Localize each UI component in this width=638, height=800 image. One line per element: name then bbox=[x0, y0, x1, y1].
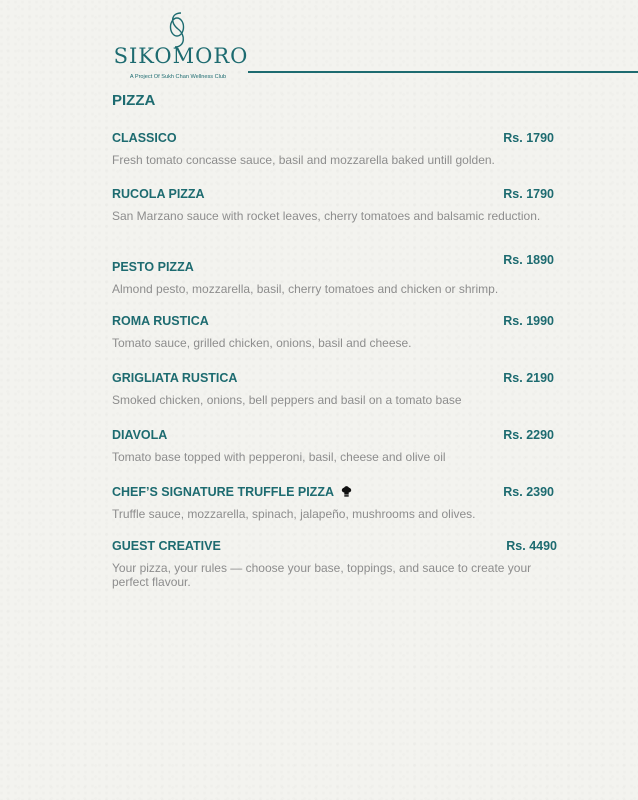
item-description: San Marzano sauce with rocket leaves, cherry tomatoes and balsamic reduction. bbox=[112, 209, 541, 223]
brand-tagline: A Project Of Sukh Chan Wellness Club bbox=[129, 74, 227, 80]
header-divider bbox=[248, 71, 638, 73]
section-title: PIZZA bbox=[112, 92, 156, 109]
item-name: DIAVOLA bbox=[112, 428, 168, 442]
item-description: Fresh tomato concasse sauce, basil and mozzarella baked untill golden. bbox=[112, 153, 495, 167]
item-name: ROMA RUSTICA bbox=[112, 314, 209, 328]
item-price: Rs. 2390 bbox=[503, 485, 554, 499]
item-price: Rs. 1790 bbox=[503, 187, 554, 201]
item-description: Tomato sauce, grilled chicken, onions, basil and cheese. bbox=[112, 336, 412, 350]
item-price: Rs. 1790 bbox=[503, 131, 554, 145]
item-name: GUEST CREATIVE bbox=[112, 539, 221, 553]
item-name: PESTO PIZZA bbox=[112, 260, 194, 274]
item-description: Tomato base topped with pepperoni, basil, cheese and olive oil bbox=[112, 450, 446, 464]
item-description: Almond pesto, mozzarella, basil, cherry tomatoes and chicken or shrimp. bbox=[112, 282, 499, 296]
item-description: Smoked chicken, onions, bell peppers and basil on a tomato base bbox=[112, 393, 462, 407]
item-description: Your pizza, your rules — choose your base, toppings, and sauce to create your perfect flavour. bbox=[112, 561, 532, 589]
item-price: Rs. 2190 bbox=[503, 371, 554, 385]
item-price: Rs. 4490 bbox=[506, 539, 557, 553]
brand-name: SIKOMORO bbox=[113, 44, 249, 68]
item-price: Rs. 1890 bbox=[503, 253, 554, 267]
item-name: CLASSICO bbox=[112, 131, 177, 145]
item-price: Rs. 1990 bbox=[503, 314, 554, 328]
item-name-row bbox=[112, 485, 352, 499]
chef-hat-icon bbox=[341, 486, 352, 497]
item-price: Rs. 2290 bbox=[503, 428, 554, 442]
item-name: CHEF’S SIGNATURE TRUFFLE PIZZA bbox=[112, 485, 334, 499]
item-description: Truffle sauce, mozzarella, spinach, jalapeño, mushrooms and olives. bbox=[112, 507, 476, 521]
item-name: RUCOLA PIZZA bbox=[112, 187, 205, 201]
item-name: GRIGLIATA RUSTICA bbox=[112, 371, 238, 385]
